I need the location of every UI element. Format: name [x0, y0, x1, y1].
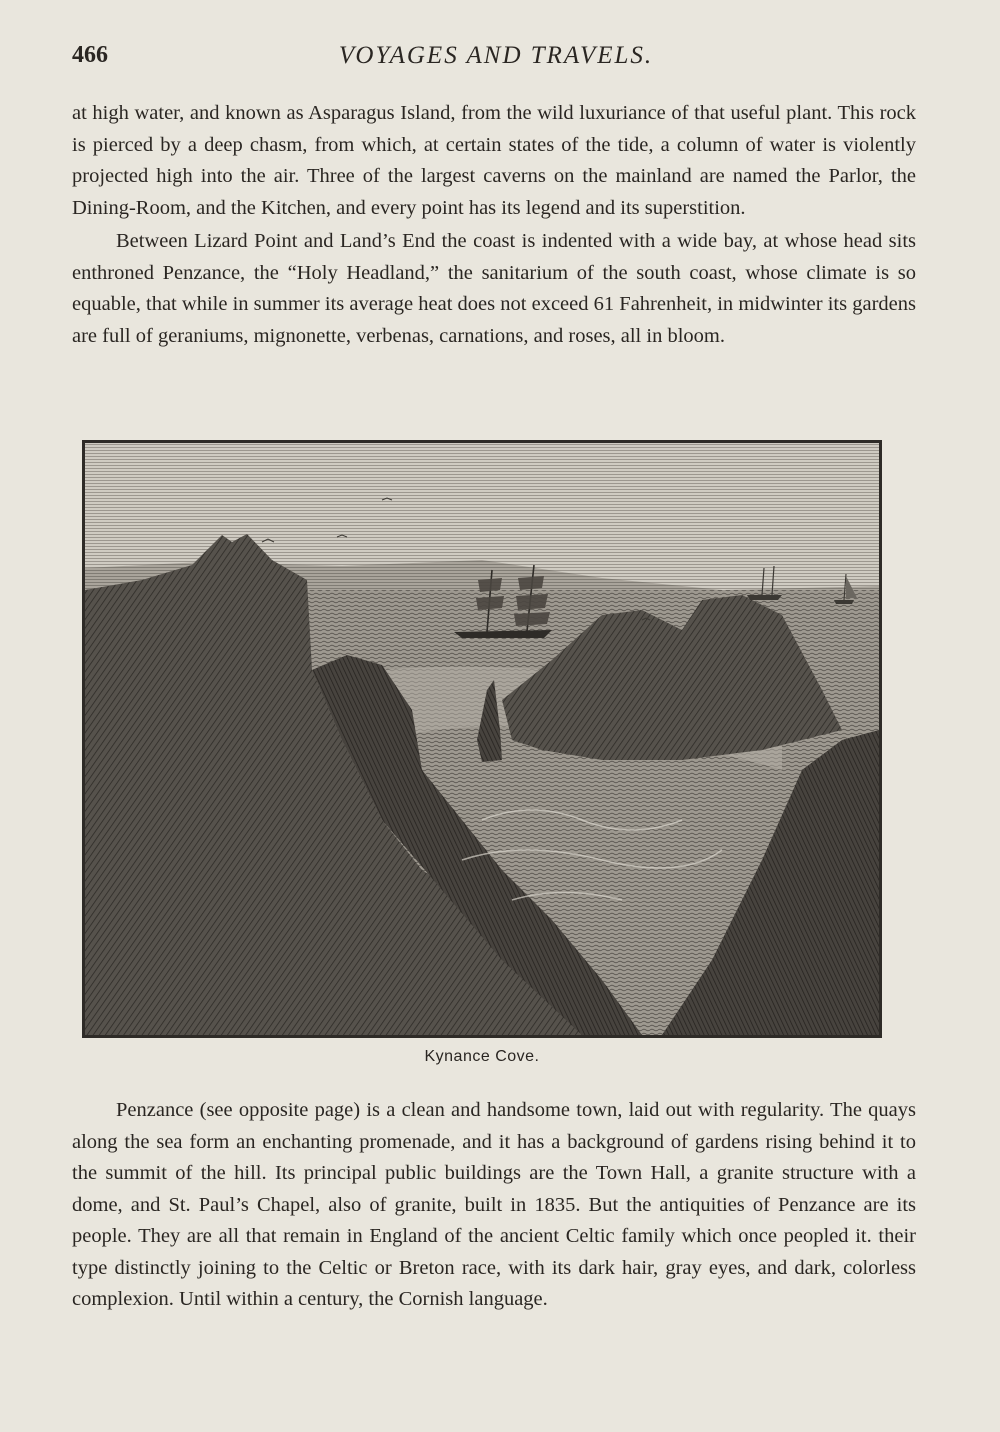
engraving-kynance-cove — [82, 440, 882, 1038]
paragraph-penzance-climate: Between Lizard Point and Land’s End the coast is indented with a wide bay, at whose head sits enthroned Penzance, the “Holy Headland,” the sanitarium of the south coast, whose climate is so equable, that while in summer its average heat does not exceed 61 Fahrenheit, in midwinter its gardens are full of geraniums, mignonette, verbenas, carnations, and roses, all in bloom. — [72, 230, 916, 347]
running-title: VOYAGES AND TRAVELS. — [338, 42, 654, 69]
engraving-illustration — [82, 440, 882, 1038]
body-text-top — [72, 98, 916, 352]
paragraph-asparagus-island: at high water, and known as Asparagus Island, from the wild luxuriance of that useful plant. This rock is pierced by a deep chasm, from which, at certain states of the tide, a column of water is violently projected high into the air. Three of the largest caverns on the mainland are named the Parlor, the Dining-Room, and the Kitchen, and every point has its legend and its superstition. — [72, 102, 916, 219]
page-header — [72, 42, 920, 82]
paragraph-penzance-description: Penzance (see opposite page) is a clean and handsome town, laid out with regularity. The quays along the sea form an enchanting promenade, and it has a background of gardens rising behind it to the summit of the hill. Its principal public buildings are the Town Hall, a granite structure with a dome, and St. Paul’s Chapel, also of granite, built in 1835. But the antiquities of Penzance are its people. They are all that remain in England of the ancient Celtic family which once peopled it. their type distinctly joining to the Celtic or Breton race, with its dark hair, gray eyes, and dark, colorless complexion. Until within a century, the Cornish language. — [72, 1099, 916, 1310]
page-number: 466 — [72, 42, 108, 68]
figure-caption: Kynance Cove. — [424, 1048, 540, 1065]
body-text-bottom — [72, 1095, 916, 1316]
